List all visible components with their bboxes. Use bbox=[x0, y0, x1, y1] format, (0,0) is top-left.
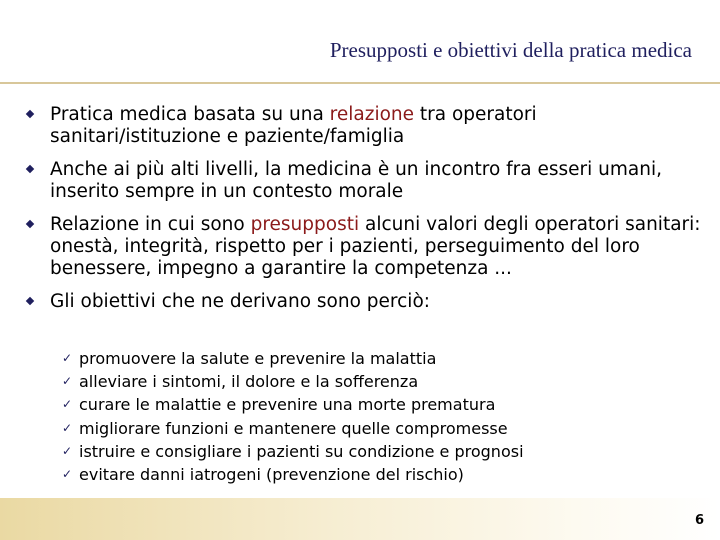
objectives-list bbox=[62, 347, 702, 486]
checkmark-icon: ✓ bbox=[62, 351, 73, 365]
objective-text: promuovere la salute e prevenire la malattia bbox=[79, 349, 437, 368]
objective-item bbox=[62, 347, 702, 370]
objective-item bbox=[62, 440, 702, 463]
checkmark-icon: ✓ bbox=[62, 374, 73, 389]
objective-text: istruire e consigliare i pazienti su condizione e prognosi bbox=[79, 441, 524, 461]
checkmark-icon: ✓ bbox=[62, 443, 73, 458]
bullet-text: Pratica medica basata su una bbox=[50, 104, 330, 125]
diamond-icon bbox=[26, 165, 34, 173]
checkmark-icon: ✓ bbox=[62, 467, 73, 482]
bullet-text: alcuni valori degli operatori sanitari: onestà, integrità, rispetto per i pazienti, perseguimento del loro benessere, impegno a garantire la competenza ... bbox=[50, 214, 701, 279]
bullet-text: Anche ai più alti livelli, la medicina è un incontro fra esseri umani, inserito sempre in un contesto morale bbox=[50, 159, 662, 202]
checkmark-icon: ✓ bbox=[62, 420, 73, 435]
objective-item bbox=[62, 393, 702, 416]
objective-text: curare le malattie e prevenire una morte prematura bbox=[79, 395, 496, 415]
bullet-list bbox=[24, 104, 704, 324]
objective-text: evitare danni iatrogeni (prevenzione del rischio) bbox=[79, 465, 464, 485]
bullet-text: tra operatori sanitari/istituzione e paziente/famiglia bbox=[50, 104, 537, 147]
objective-text: migliorare funzioni e mantenere quelle compromesse bbox=[79, 418, 508, 438]
diamond-icon bbox=[26, 297, 34, 305]
bullet-item bbox=[24, 104, 704, 148]
diamond-icon bbox=[26, 220, 34, 228]
highlight-text: relazione bbox=[329, 104, 415, 125]
bullet-text: Relazione in cui sono bbox=[50, 214, 251, 235]
highlight-text: presupposti bbox=[250, 214, 360, 235]
page-number: 6 bbox=[694, 513, 704, 528]
bullet-text: Gli obiettivi che ne derivano sono perciò: bbox=[50, 291, 430, 312]
footer-band bbox=[0, 498, 720, 540]
objective-item bbox=[62, 370, 702, 393]
bullet-item bbox=[24, 159, 704, 203]
objective-item bbox=[62, 417, 702, 440]
bullet-item bbox=[24, 291, 704, 313]
title-divider bbox=[0, 82, 720, 84]
objective-text: alleviare i sintomi, il dolore e la sofferenza bbox=[79, 372, 419, 392]
objective-item bbox=[62, 463, 702, 486]
checkmark-icon: ✓ bbox=[62, 397, 73, 412]
bullet-item bbox=[24, 214, 704, 280]
diamond-icon bbox=[26, 110, 34, 118]
slide-title: Presupposti e obiettivi della pratica medica bbox=[329, 38, 692, 62]
